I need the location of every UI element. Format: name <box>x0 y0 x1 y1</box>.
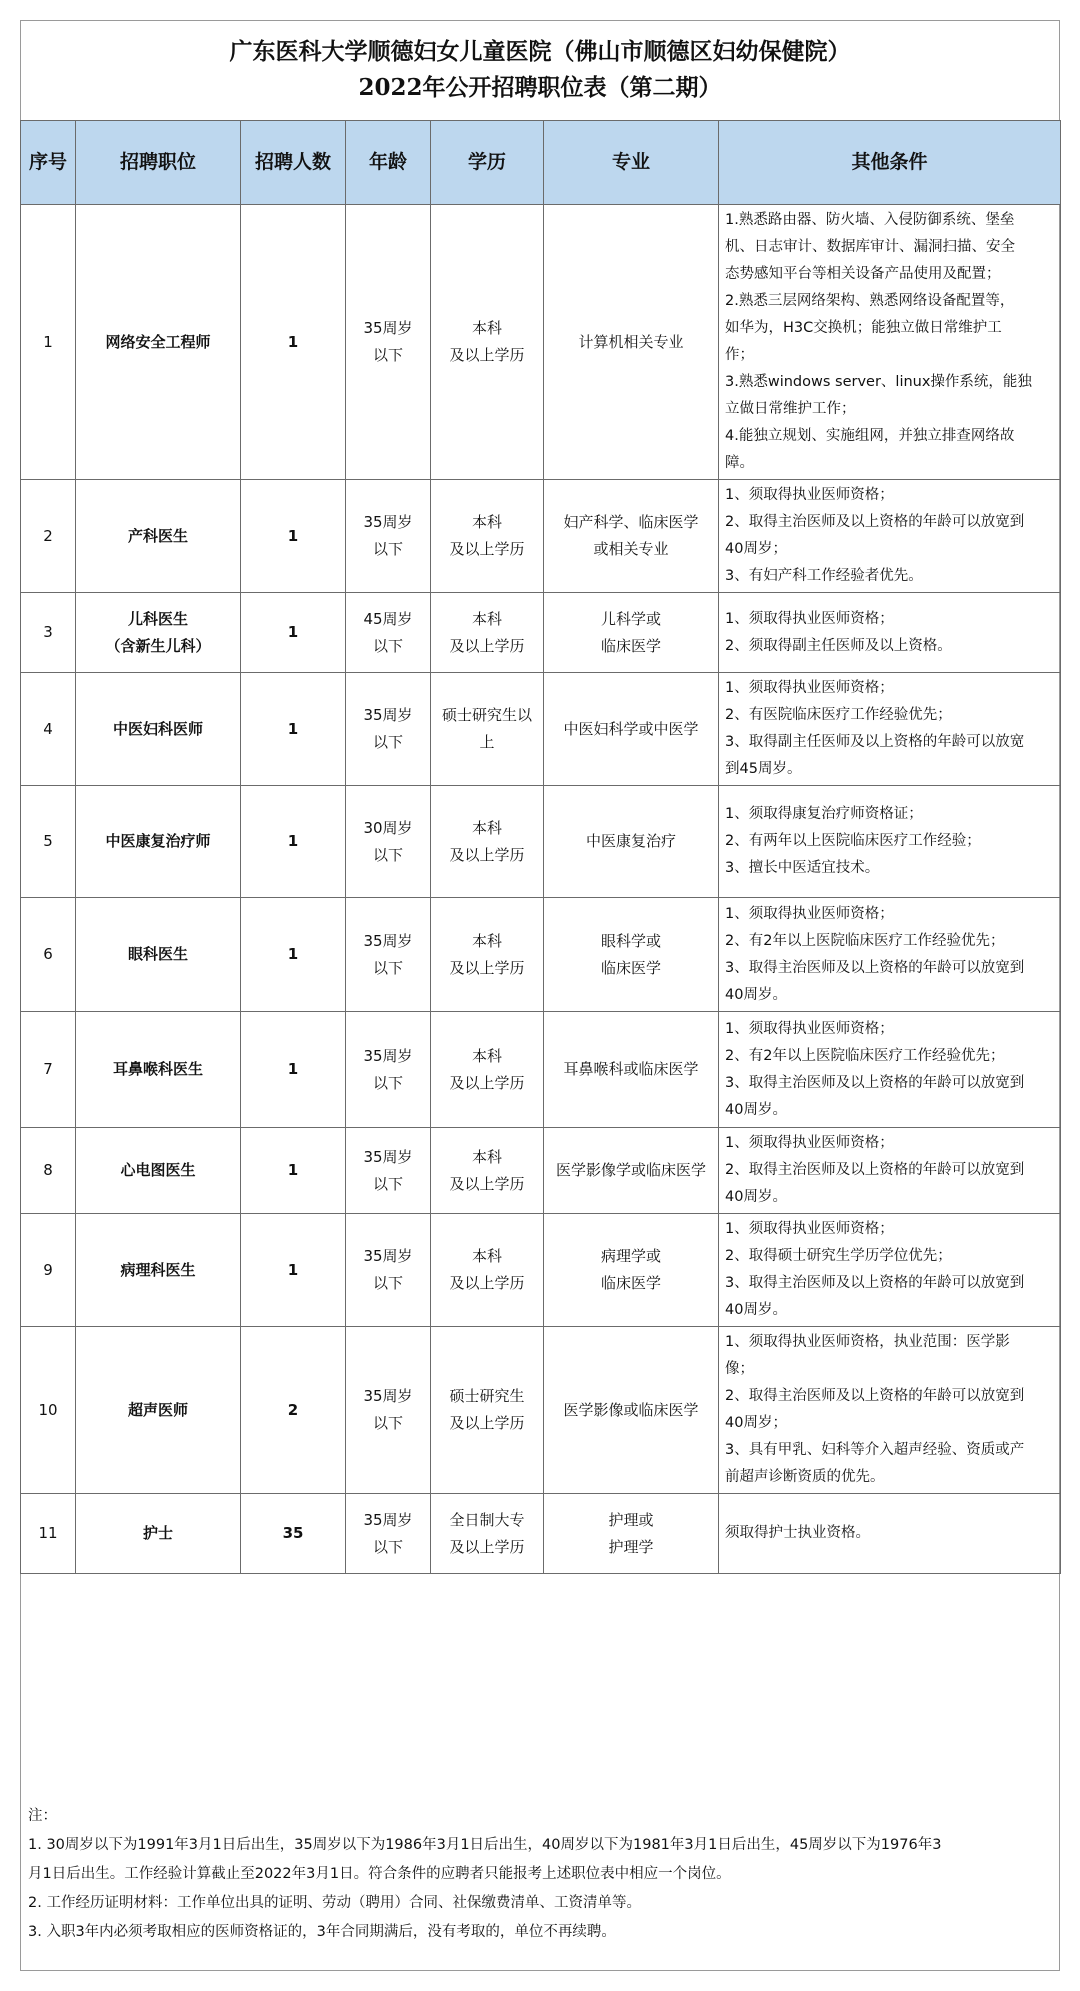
cell-count: 1 <box>241 480 346 593</box>
cell-position-line: 网络安全工程师 <box>105 332 211 351</box>
cell-position-line: 儿科医生 <box>127 609 188 628</box>
cell-age <box>346 1128 431 1214</box>
header-conditions: 其他条件 <box>719 121 1061 205</box>
cell-major-line: 病理学或 <box>600 1247 661 1265</box>
cell-count: 2 <box>241 1327 346 1494</box>
cell-conditions-line: 40周岁。 <box>725 986 787 1003</box>
table-body <box>21 205 1061 1574</box>
header-no: 序号 <box>21 121 76 205</box>
cell-major-line: 计算机相关专业 <box>578 332 684 351</box>
cell-position-line: 病理科医生 <box>120 1260 196 1279</box>
cell-conditions-line: 1、须取得执业医师资格； <box>725 1221 894 1237</box>
cell-major <box>544 1128 719 1214</box>
cell-education <box>431 1012 544 1128</box>
cell-conditions-line: 3、取得主治医师及以上资格的年龄可以放宽到 <box>725 1074 1025 1091</box>
cell-age-line: 以下 <box>372 1174 403 1193</box>
cell-conditions-line: 1、须取得执业医师资格； <box>725 610 894 627</box>
cell-major <box>544 1012 719 1128</box>
cell-position <box>76 1214 241 1327</box>
cell-conditions-line: 3.熟悉windows server、linux操作系统，能独 <box>725 374 1032 390</box>
cell-age-line: 35周岁 <box>363 1046 413 1065</box>
cell-conditions-line: 2、取得硕士研究生学历学位优先； <box>725 1248 952 1264</box>
cell-no: 1 <box>21 205 76 480</box>
cell-position-line: 超声医师 <box>127 1400 188 1419</box>
cell-education <box>431 1494 544 1574</box>
header-position: 招聘职位 <box>76 121 241 205</box>
cell-major <box>544 480 719 593</box>
cell-position <box>76 898 241 1012</box>
cell-no: 9 <box>21 1214 76 1327</box>
cell-age-line: 35周岁 <box>363 1247 413 1265</box>
cell-conditions-line: 如华为，H3C交换机；能独立做日常维护工 <box>725 320 1002 336</box>
cell-major-line: 或相关专业 <box>593 540 669 558</box>
cell-age-line: 以下 <box>372 1073 403 1092</box>
note-line: 3. 入职3年内必须考取相应的医师资格证的，3年合同期满后，没有考取的，单位不再续聘。 <box>28 1924 616 1940</box>
cell-age-line: 以下 <box>372 733 403 751</box>
cell-education-line: 硕士研究生以 <box>441 706 532 724</box>
cell-no: 7 <box>21 1012 76 1128</box>
table-row <box>21 1214 1061 1327</box>
page-title <box>20 20 1060 120</box>
cell-major-line: 临床医学 <box>600 636 661 655</box>
cell-conditions <box>719 1128 1061 1214</box>
cell-position <box>76 673 241 786</box>
cell-major-line: 眼科学或 <box>600 931 661 950</box>
cell-conditions-line: 1、须取得执业医师资格，执业范围：医学影 <box>725 1334 1010 1350</box>
cell-conditions-line: 3、擅长中医适宜技术。 <box>725 860 880 876</box>
cell-age <box>346 898 431 1012</box>
cell-position <box>76 1327 241 1494</box>
cell-position <box>76 786 241 898</box>
table-row <box>21 593 1061 673</box>
cell-conditions <box>719 1214 1061 1327</box>
cell-major <box>544 1214 719 1327</box>
cell-count: 1 <box>241 898 346 1012</box>
note-line: 月1日后出生。工作经验计算截止至2022年3月1日。符合条件的应聘者只能报考上述职位表中相应一个岗位。 <box>28 1866 731 1882</box>
cell-position-line: 耳鼻喉科医生 <box>112 1060 203 1078</box>
cell-position <box>76 1012 241 1128</box>
cell-major <box>544 1327 719 1494</box>
cell-conditions-line: 机、日志审计、数据库审计、漏洞扫描、安全 <box>725 239 1015 255</box>
cell-age-line: 以下 <box>372 1537 403 1556</box>
header-count: 招聘人数 <box>241 121 346 205</box>
cell-conditions-line: 障。 <box>725 455 754 471</box>
cell-major-line: 医学影像或临床医学 <box>563 1400 699 1419</box>
cell-count: 1 <box>241 1012 346 1128</box>
cell-conditions-line: 40周岁。 <box>725 1101 787 1118</box>
cell-education-line: 及以上学历 <box>449 1073 525 1092</box>
cell-conditions-line: 2、有2年以上医院临床医疗工作经验优先； <box>725 932 1005 949</box>
table-row <box>21 1012 1061 1128</box>
cell-age-line: 30周岁 <box>363 818 413 837</box>
cell-position-line: 眼科医生 <box>127 945 188 963</box>
cell-position <box>76 480 241 593</box>
cell-no: 2 <box>21 480 76 593</box>
cell-education <box>431 1214 544 1327</box>
cell-age-line: 以下 <box>372 1414 403 1432</box>
notes-section <box>20 1790 1060 1947</box>
cell-conditions-line: 2、须取得副主任医师及以上资格。 <box>725 637 952 654</box>
cell-age-line: 以下 <box>372 540 403 558</box>
cell-age <box>346 1012 431 1128</box>
cell-age <box>346 673 431 786</box>
cell-no: 11 <box>21 1494 76 1574</box>
note-line: 2. 工作经历证明材料：工作单位出具的证明、劳动（聘用）合同、社保缴费清单、工资清单等。 <box>28 1895 641 1911</box>
cell-conditions <box>719 673 1061 786</box>
cell-major <box>544 786 719 898</box>
cell-age-line: 35周岁 <box>363 931 413 950</box>
cell-conditions <box>719 1327 1061 1494</box>
cell-age <box>346 1214 431 1327</box>
cell-conditions-line: 1、须取得执业医师资格； <box>725 680 894 696</box>
cell-major-line: 中医康复治疗 <box>585 832 676 850</box>
table-header-row <box>21 121 1061 205</box>
cell-education-line: 本科 <box>471 513 502 531</box>
cell-education-line: 及以上学历 <box>449 1414 525 1432</box>
cell-conditions <box>719 898 1061 1012</box>
cell-conditions-line: 2、有两年以上医院临床医疗工作经验； <box>725 833 981 849</box>
cell-age-line: 35周岁 <box>363 513 413 531</box>
cell-education-line: 及以上学历 <box>449 1274 525 1292</box>
cell-conditions-line: 作； <box>725 347 754 363</box>
cell-age-line: 以下 <box>372 845 403 864</box>
cell-education-line: 本科 <box>471 1247 502 1265</box>
cell-education-line: 全日制大专 <box>449 1510 525 1529</box>
cell-count: 1 <box>241 673 346 786</box>
cell-count: 1 <box>241 593 346 673</box>
title-line-2: 2022年公开招聘职位表（第二期） <box>358 74 722 101</box>
cell-age <box>346 786 431 898</box>
header-education: 学历 <box>431 121 544 205</box>
cell-major <box>544 898 719 1012</box>
cell-conditions-line: 1、须取得执业医师资格； <box>725 487 894 503</box>
cell-age-line: 35周岁 <box>363 706 413 724</box>
header-major: 专业 <box>544 121 719 205</box>
cell-conditions-line: 态势感知平台等相关设备产品使用及配置； <box>725 266 1001 282</box>
cell-age-line: 以下 <box>372 346 403 364</box>
cell-education-line: 及以上学历 <box>449 540 525 558</box>
cell-education-line: 本科 <box>471 319 502 337</box>
cell-conditions <box>719 480 1061 593</box>
cell-education <box>431 1128 544 1214</box>
cell-position-line: 心电图医生 <box>120 1161 196 1179</box>
cell-conditions-line: 40周岁； <box>725 541 787 557</box>
cell-education <box>431 205 544 480</box>
cell-no: 5 <box>21 786 76 898</box>
cell-conditions <box>719 786 1061 898</box>
cell-conditions-line: 2、取得主治医师及以上资格的年龄可以放宽到 <box>725 514 1025 530</box>
jobs-table <box>20 120 1061 1574</box>
cell-major-line: 耳鼻喉科或临床医学 <box>563 1060 699 1078</box>
cell-position-line: （含新生儿科） <box>105 636 211 655</box>
cell-age-line: 35周岁 <box>363 1387 413 1405</box>
cell-position-line: 护士 <box>142 1524 173 1542</box>
cell-count: 35 <box>241 1494 346 1574</box>
header-age: 年龄 <box>346 121 431 205</box>
cell-count: 1 <box>241 786 346 898</box>
notes-heading: 注： <box>28 1808 57 1824</box>
cell-conditions <box>719 1012 1061 1128</box>
cell-age-line: 以下 <box>372 636 403 655</box>
cell-education <box>431 480 544 593</box>
cell-major-line: 儿科学或 <box>600 609 661 628</box>
cell-conditions-line: 像； <box>725 1361 754 1377</box>
cell-age-line: 35周岁 <box>363 319 413 337</box>
cell-conditions-line: 2、有2年以上医院临床医疗工作经验优先； <box>725 1047 1005 1064</box>
cell-major <box>544 1494 719 1574</box>
cell-conditions-line: 40周岁； <box>725 1415 787 1431</box>
cell-major <box>544 593 719 673</box>
cell-conditions-line: 1、须取得执业医师资格； <box>725 1135 894 1151</box>
table-row <box>21 1128 1061 1214</box>
table-row <box>21 1494 1061 1574</box>
cell-conditions-line: 立做日常维护工作； <box>725 401 856 417</box>
cell-no: 8 <box>21 1128 76 1214</box>
cell-education-line: 本科 <box>471 931 502 950</box>
cell-major-line: 中医妇科学或中医学 <box>563 719 699 738</box>
cell-age <box>346 480 431 593</box>
cell-position-line: 中医妇科医师 <box>112 719 203 738</box>
table-row <box>21 205 1061 480</box>
cell-major <box>544 673 719 786</box>
cell-education-line: 上 <box>479 733 495 751</box>
cell-conditions-line: 4.能独立规划、实施组网，并独立排查网络故 <box>725 428 1015 444</box>
cell-major-line: 临床医学 <box>600 1274 661 1292</box>
cell-education-line: 本科 <box>471 1147 502 1166</box>
cell-conditions-line: 40周岁。 <box>725 1189 787 1205</box>
cell-major-line: 妇产科学、临床医学 <box>563 513 699 531</box>
cell-conditions-line: 2、有医院临床医疗工作经验优先； <box>725 707 952 723</box>
cell-conditions-line: 3、取得主治医师及以上资格的年龄可以放宽到 <box>725 959 1025 976</box>
cell-no: 3 <box>21 593 76 673</box>
cell-age <box>346 593 431 673</box>
cell-major <box>544 205 719 480</box>
cell-education-line: 硕士研究生 <box>449 1387 525 1405</box>
cell-conditions <box>719 593 1061 673</box>
cell-education-line: 及以上学历 <box>449 1537 525 1556</box>
cell-position-line: 中医康复治疗师 <box>105 832 211 850</box>
cell-conditions-line: 2.熟悉三层网络架构、熟悉网络设备配置等， <box>725 293 1015 309</box>
cell-conditions-line: 3、有妇产科工作经验者优先。 <box>725 568 923 584</box>
table-row <box>21 1327 1061 1494</box>
table-row <box>21 673 1061 786</box>
cell-conditions-line: 须取得护士执业资格。 <box>725 1525 870 1541</box>
cell-position-line: 产科医生 <box>127 526 188 545</box>
cell-major-line: 医学影像学或临床医学 <box>555 1161 706 1179</box>
cell-conditions-line: 前超声诊断资质的优先。 <box>725 1469 885 1485</box>
cell-conditions-line: 1、须取得执业医师资格； <box>725 1020 894 1037</box>
cell-conditions-line: 3、具有甲乳、妇科等介入超声经验、资质或产 <box>725 1442 1025 1458</box>
cell-conditions <box>719 1494 1061 1574</box>
cell-age-line: 以下 <box>372 1274 403 1292</box>
table-row <box>21 480 1061 593</box>
cell-age-line: 以下 <box>372 958 403 977</box>
cell-no: 6 <box>21 898 76 1012</box>
cell-conditions-line: 2、取得主治医师及以上资格的年龄可以放宽到 <box>725 1162 1025 1178</box>
cell-position <box>76 1494 241 1574</box>
cell-conditions-line: 1.熟悉路由器、防火墙、入侵防御系统、堡垒 <box>725 212 1015 228</box>
cell-conditions-line: 40周岁。 <box>725 1302 787 1318</box>
cell-no: 4 <box>21 673 76 786</box>
cell-count: 1 <box>241 1214 346 1327</box>
cell-no: 10 <box>21 1327 76 1494</box>
cell-education <box>431 898 544 1012</box>
cell-education-line: 本科 <box>471 609 502 628</box>
cell-education-line: 本科 <box>471 818 502 837</box>
table-row <box>21 786 1061 898</box>
cell-education-line: 及以上学历 <box>449 958 525 977</box>
cell-education-line: 及以上学历 <box>449 845 525 864</box>
cell-major-line: 临床医学 <box>600 958 661 977</box>
cell-count: 1 <box>241 1128 346 1214</box>
cell-count: 1 <box>241 205 346 480</box>
cell-position <box>76 1128 241 1214</box>
cell-conditions-line: 3、取得主治医师及以上资格的年龄可以放宽到 <box>725 1275 1025 1291</box>
cell-education <box>431 1327 544 1494</box>
cell-position <box>76 593 241 673</box>
cell-conditions-line: 3、取得副主任医师及以上资格的年龄可以放宽 <box>725 734 1025 750</box>
cell-education-line: 及以上学历 <box>449 636 525 655</box>
cell-education <box>431 593 544 673</box>
cell-age <box>346 1494 431 1574</box>
cell-education <box>431 786 544 898</box>
cell-position <box>76 205 241 480</box>
cell-conditions-line: 1、须取得康复治疗师资格证； <box>725 806 923 822</box>
cell-age <box>346 1327 431 1494</box>
cell-education-line: 本科 <box>471 1046 502 1065</box>
cell-age-line: 45周岁 <box>363 609 413 628</box>
cell-conditions-line: 2、取得主治医师及以上资格的年龄可以放宽到 <box>725 1388 1025 1404</box>
cell-major-line: 护理学 <box>608 1537 654 1556</box>
cell-conditions <box>719 205 1061 480</box>
note-line: 1. 30周岁以下为1991年3月1日后出生，35周岁以下为1986年3月1日后出生，40周岁以下为1981年3月1日后出生，45周岁以下为1976年3 <box>28 1837 942 1853</box>
cell-age-line: 35周岁 <box>363 1510 413 1529</box>
cell-education-line: 及以上学历 <box>449 346 525 364</box>
cell-age <box>346 205 431 480</box>
title-line-1: 广东医科大学顺德妇女儿童医院（佛山市顺德区妇幼保健院） <box>229 38 851 65</box>
cell-conditions-line: 到45周岁。 <box>725 761 802 777</box>
cell-age-line: 35周岁 <box>363 1147 413 1166</box>
cell-conditions-line: 1、须取得执业医师资格； <box>725 905 894 922</box>
cell-education-line: 及以上学历 <box>449 1174 525 1193</box>
cell-education <box>431 673 544 786</box>
cell-major-line: 护理或 <box>608 1510 654 1529</box>
table-row <box>21 898 1061 1012</box>
